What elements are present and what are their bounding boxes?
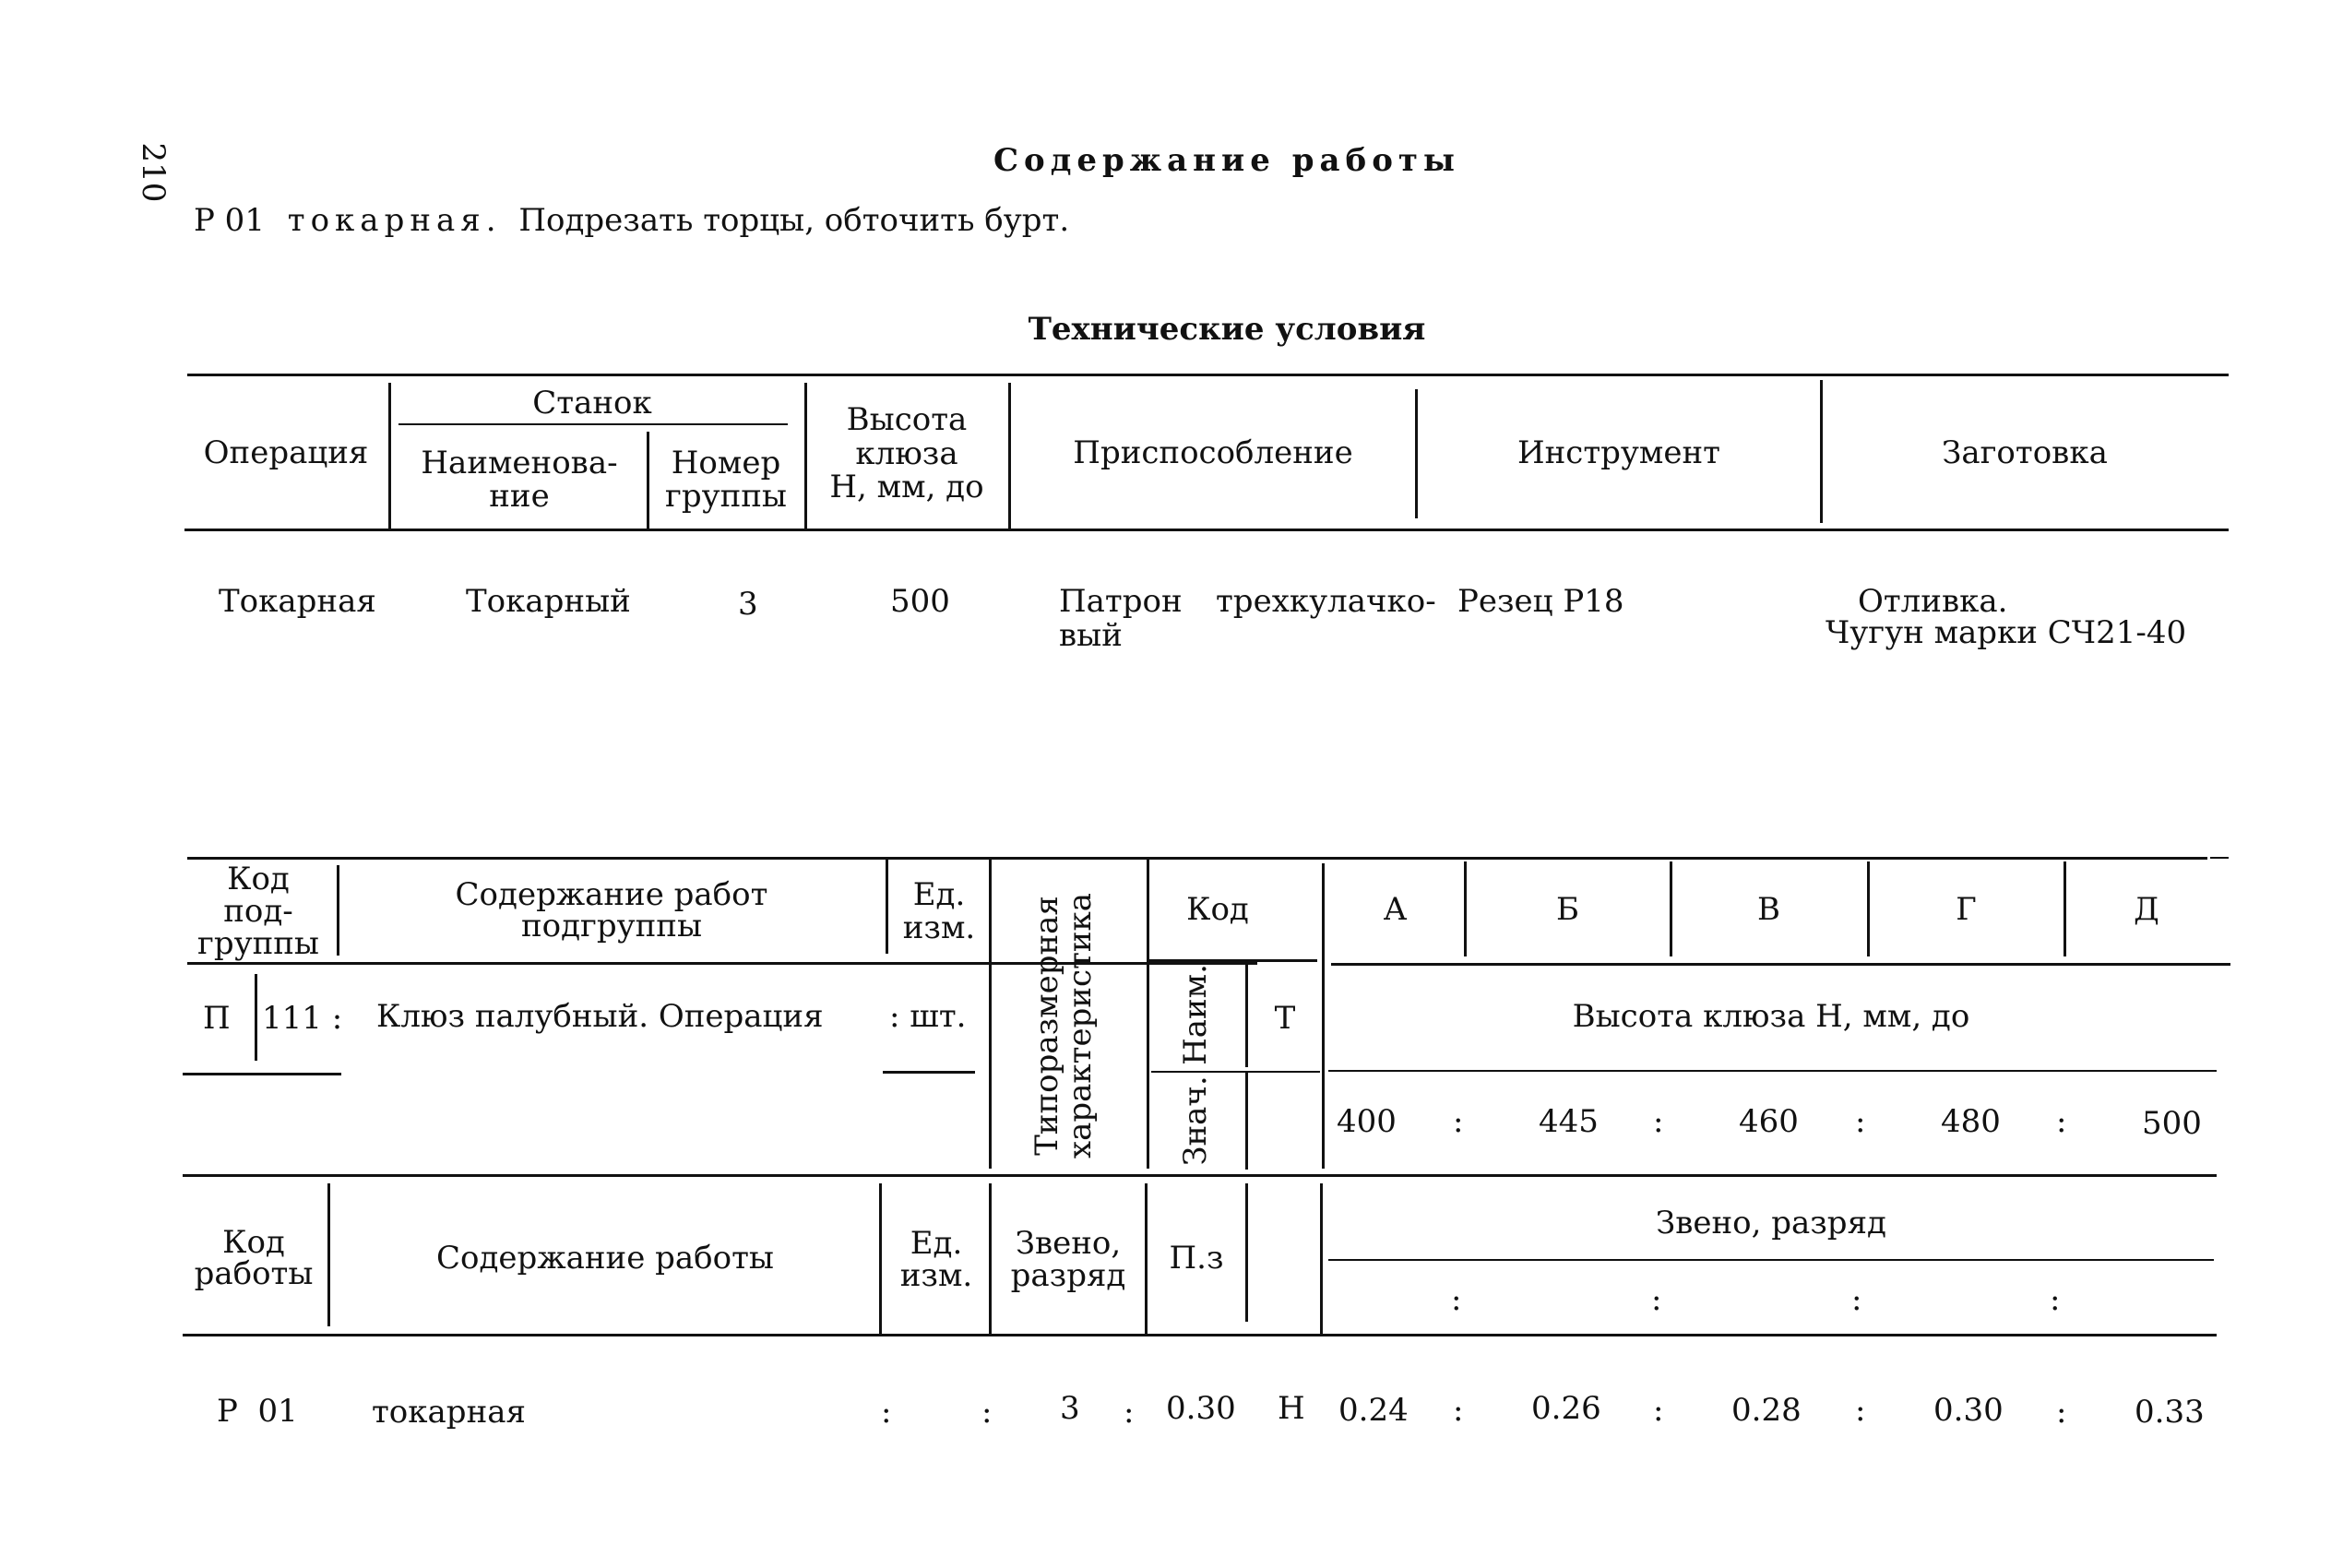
norms-top-rule xyxy=(187,857,2207,860)
norms-divider xyxy=(886,859,888,954)
tech-row-machine-name: Токарный xyxy=(466,583,631,620)
tech-row-operation: Токарная xyxy=(219,583,376,620)
norms-rule xyxy=(1151,1071,1320,1073)
norms-height-445: 445 xyxy=(1539,1103,1599,1140)
norms-sub-code: 111 : xyxy=(262,1000,343,1037)
norms-kod: Код xyxy=(1186,891,1249,928)
norms-subgroup-code-3: группы xyxy=(197,925,319,962)
tech-divider xyxy=(1415,389,1418,518)
work-unit-1: Ед. xyxy=(910,1225,963,1262)
norms-unit-1: Ед. xyxy=(912,876,966,913)
norms-sep: : xyxy=(1653,1103,1664,1140)
norms-sep: : xyxy=(1453,1103,1464,1140)
norms-bottom-rule xyxy=(183,1334,2217,1336)
work-row-code: Р 01 xyxy=(217,1393,298,1430)
tech-row-tool: Резец Р18 xyxy=(1457,583,1624,620)
page-number: 210 xyxy=(135,142,172,203)
work-row-pz: 0.30 xyxy=(1166,1390,1236,1427)
norms-typesize-2: характеристика xyxy=(1062,892,1099,1159)
work-link-rank: Звено, разряд xyxy=(1656,1205,1886,1241)
norms-divider xyxy=(1245,1183,1248,1322)
norms-col-b: Б xyxy=(1556,891,1579,928)
norms-t-letter: Т xyxy=(1274,1000,1296,1037)
work-row-value-v: 0.28 xyxy=(1731,1392,1802,1429)
tech-row-blank-2: Чугун марки СЧ21-40 xyxy=(1826,614,2187,651)
tech-row-fixture-3: вый xyxy=(1059,617,1123,654)
norms-divider xyxy=(255,974,257,1061)
tech-row-fixture-2: трехкулачко- xyxy=(1216,583,1436,620)
norms-rule xyxy=(1331,963,2230,966)
norms-height-400: 400 xyxy=(1337,1103,1397,1140)
operation-line xyxy=(194,203,1069,238)
work-sep: : xyxy=(1451,1281,1462,1318)
work-code-1: Код xyxy=(222,1224,285,1261)
norms-typesize-1: Типоразмерная xyxy=(1029,896,1065,1156)
work-unit-2: изм. xyxy=(899,1257,973,1294)
tech-header-height-3: Н, мм, до xyxy=(829,469,984,505)
tech-divider xyxy=(804,383,807,529)
work-row-value-a: 0.24 xyxy=(1338,1392,1409,1429)
operation-code: Р 01 xyxy=(194,202,265,239)
norms-rule xyxy=(1328,1070,2217,1072)
work-row-sep: : xyxy=(1453,1392,1464,1429)
work-row-sep: : xyxy=(1124,1394,1135,1431)
work-content: Содержание работы xyxy=(436,1240,774,1277)
work-row-sep: : xyxy=(981,1394,993,1431)
norms-height-caption: Высота клюза Н, мм, до xyxy=(1572,998,1970,1035)
norms-subgroup-content-2: подгруппы xyxy=(520,908,703,944)
norms-col-d: Д xyxy=(2134,891,2159,928)
norms-sep: : xyxy=(2056,1103,2067,1140)
tech-header-tool: Инструмент xyxy=(1517,434,1720,471)
norms-unit-2: изм. xyxy=(902,909,976,946)
norms-divider xyxy=(1320,1183,1323,1334)
norms-divider xyxy=(989,1183,992,1334)
work-pz: П.з xyxy=(1169,1240,1224,1277)
tech-header-height-2: клюза xyxy=(855,435,958,472)
norms-znach: Знач. xyxy=(1177,1075,1214,1166)
tech-row-height: 500 xyxy=(890,583,950,620)
tech-divider xyxy=(647,432,649,529)
tech-row-blank-1: Отливка. xyxy=(1858,583,2008,620)
work-row-value-d: 0.33 xyxy=(2135,1394,2205,1431)
norms-divider xyxy=(989,859,992,1169)
tech-header-machine-name-2: ние xyxy=(489,478,550,515)
norms-divider xyxy=(1867,861,1870,956)
work-row-sep: : xyxy=(881,1394,892,1431)
work-row-sep: : xyxy=(1855,1392,1866,1429)
work-link-1: Звено, xyxy=(1015,1225,1122,1262)
norms-divider xyxy=(2064,861,2066,956)
work-row-name: токарная xyxy=(372,1394,526,1431)
norms-divider xyxy=(879,1183,882,1334)
tech-header-group-2: группы xyxy=(665,478,787,515)
tech-header-height-1: Высота xyxy=(846,401,968,438)
norms-sub-name: Клюз палубный. Операция xyxy=(376,998,824,1035)
work-row-sep: : xyxy=(2056,1394,2067,1431)
work-sep: : xyxy=(1651,1281,1662,1318)
norms-subgroup-code-2: под- xyxy=(223,893,293,930)
norms-subgroup-code-1: Код xyxy=(227,861,290,897)
tech-header-group-1: Номер xyxy=(671,445,781,481)
norms-divider xyxy=(1670,861,1672,956)
work-code-2: работы xyxy=(194,1255,314,1292)
norms-height-500: 500 xyxy=(2142,1105,2202,1142)
tech-row-group: 3 xyxy=(738,586,758,623)
tech-row-fixture-1: Патрон xyxy=(1059,583,1183,620)
norms-naim: Наим. xyxy=(1177,964,1214,1065)
tech-header-machine: Станок xyxy=(532,385,652,422)
tech-header-bottom-rule xyxy=(184,529,2229,531)
work-row-sep: : xyxy=(1653,1392,1664,1429)
norms-sub-letter: П xyxy=(203,1000,231,1037)
norms-divider xyxy=(327,1183,330,1326)
work-sep: : xyxy=(2050,1281,2061,1318)
tech-divider xyxy=(1820,380,1823,523)
norms-rule xyxy=(183,1073,341,1075)
tech-header-machine-name-1: Наименова- xyxy=(421,445,618,481)
norms-divider xyxy=(1464,861,1467,956)
norms-col-v: В xyxy=(1757,891,1780,928)
norms-height-480: 480 xyxy=(1941,1103,2001,1140)
norms-divider xyxy=(1145,1183,1148,1334)
work-sep: : xyxy=(1851,1281,1862,1318)
norms-height-460: 460 xyxy=(1739,1103,1799,1140)
work-row-value-g: 0.30 xyxy=(1933,1392,2004,1429)
tech-machine-rule xyxy=(398,423,788,425)
tech-header-operation: Операция xyxy=(203,434,369,471)
work-row-link: 3 xyxy=(1060,1390,1080,1427)
norms-subgroup-content-1: Содержание работ xyxy=(455,876,768,913)
tech-header-blank: Заготовка xyxy=(1942,434,2108,471)
norms-col-g: Г xyxy=(1956,891,1977,928)
tech-header-fixture: Приспособление xyxy=(1073,434,1353,471)
norms-divider xyxy=(337,865,339,956)
tech-top-rule xyxy=(187,374,2229,376)
work-link-2: разряд xyxy=(1010,1257,1126,1294)
tech-title: Технические условия xyxy=(1028,311,1426,348)
norms-col-a: А xyxy=(1383,891,1408,928)
norms-sub-unit: : шт. xyxy=(889,998,967,1035)
operation-name: токарная. xyxy=(287,202,502,239)
norms-divider xyxy=(1245,1073,1248,1170)
norms-divider xyxy=(1245,963,1248,1067)
operation-text: Подрезать торцы, обточить бурт. xyxy=(518,202,1070,239)
tech-divider xyxy=(388,383,391,529)
norms-rule xyxy=(1328,1259,2214,1261)
work-row-n: Н xyxy=(1278,1390,1305,1427)
norms-sep: : xyxy=(1855,1103,1866,1140)
page-title: Содержание работы xyxy=(993,142,1461,179)
norms-rule xyxy=(883,1071,975,1074)
tech-divider xyxy=(1008,383,1011,529)
work-row-value-b: 0.26 xyxy=(1531,1390,1601,1427)
norms-top-rule-dash xyxy=(2210,857,2229,859)
norms-divider xyxy=(1322,863,1325,1169)
norms-divider xyxy=(1147,859,1149,1169)
norms-rule xyxy=(1147,959,1317,962)
